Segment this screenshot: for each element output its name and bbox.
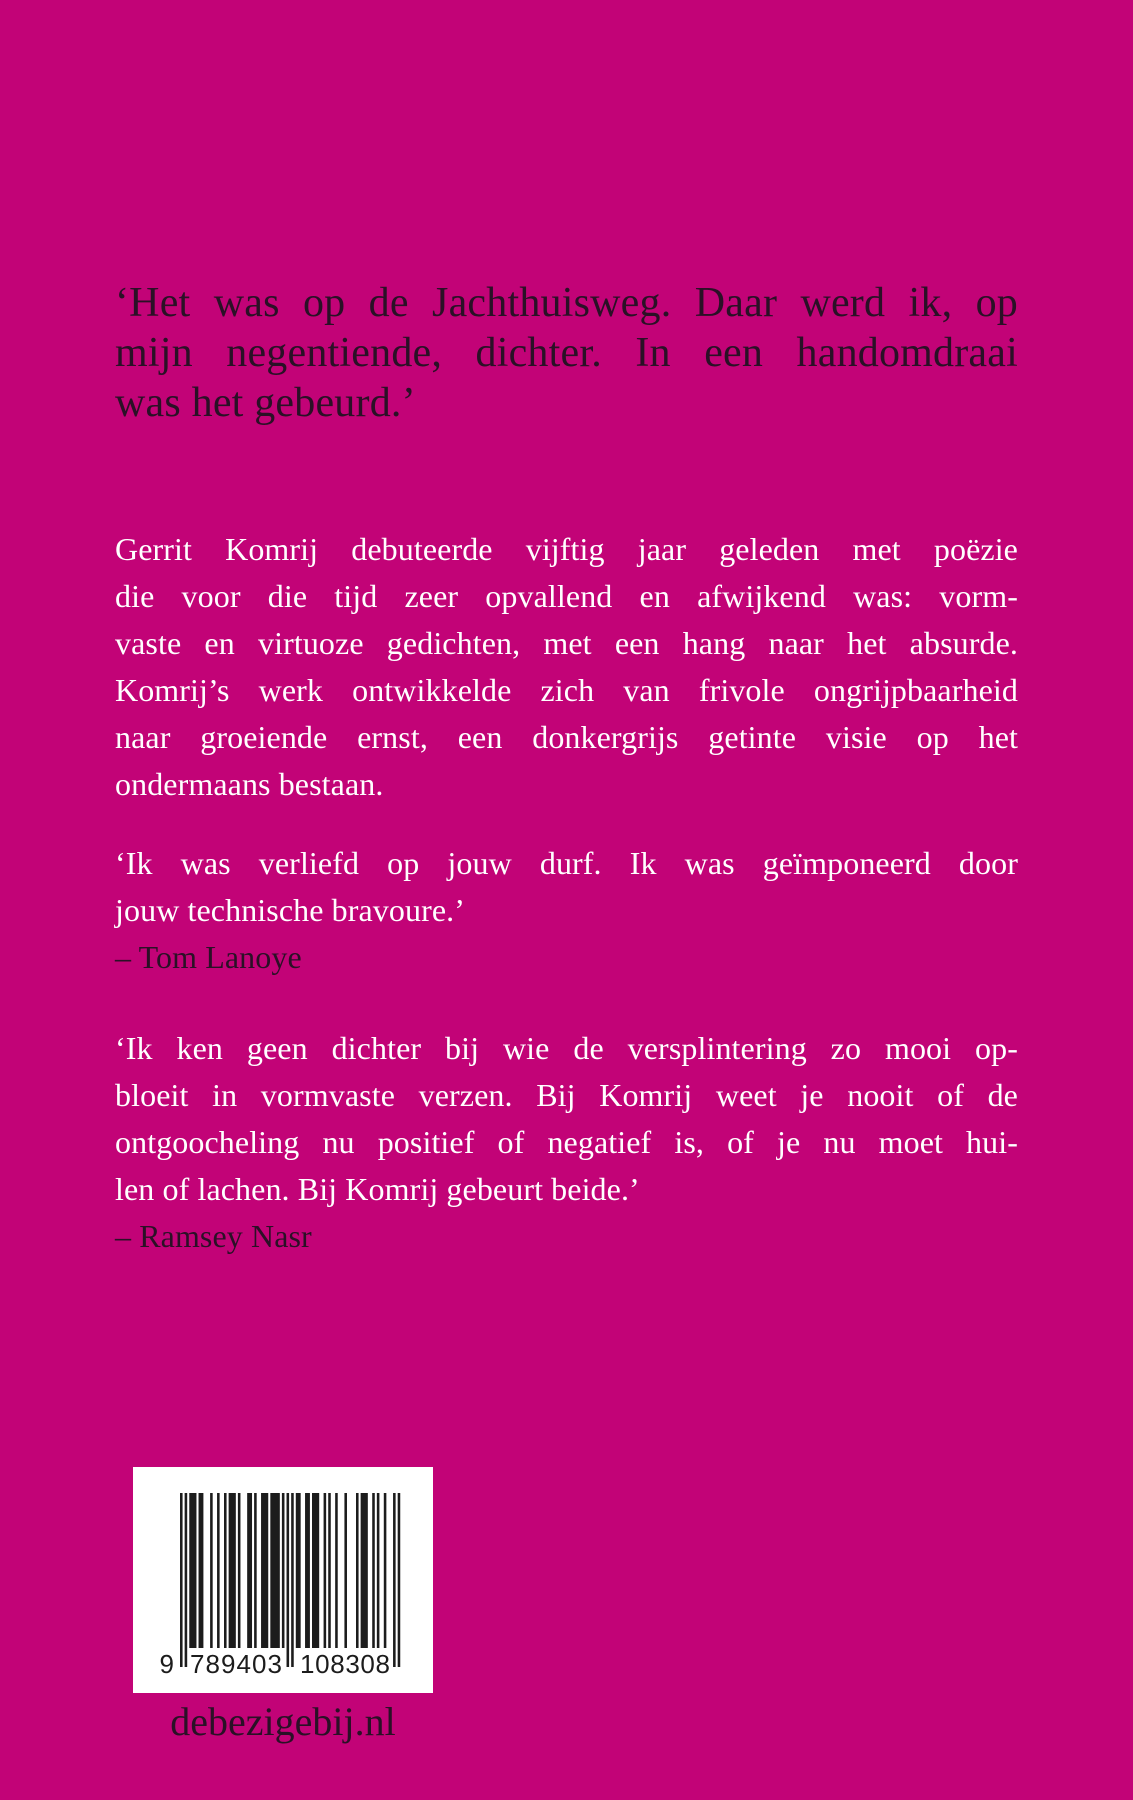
lanoye-quote (115, 840, 1018, 934)
text-line: Komrij’s werk ontwikkelde zich van frivole ongrijpbaarheid (115, 672, 1018, 708)
barcode-digits: 9 (159, 1649, 174, 1679)
lanoye-attribution (115, 934, 1018, 981)
publisher-website: debezigebij.nl (170, 1699, 396, 1744)
text-line: ontgoocheling nu positief of negatief is, of je nu moet hui- (115, 1124, 1018, 1160)
nasr-attribution (115, 1213, 1018, 1260)
barcode-svg (133, 1467, 433, 1693)
barcode-digits: 108308 (300, 1649, 390, 1679)
text-line: was het gebeurd.’ (115, 380, 416, 426)
text-line: – Tom Lanoye (115, 939, 302, 975)
text-line: ‘Ik was verliefd op jouw durf. Ik was geïmponeerd door (115, 845, 1018, 881)
text-line: len of lachen. Bij Komrij gebeurt beide.’ (115, 1171, 640, 1207)
text-line: naar groeiende ernst, een donkergrijs getinte visie op het (115, 719, 1018, 755)
headline-quote (115, 278, 1018, 428)
nasr-quote (115, 1025, 1018, 1213)
text-column (115, 0, 1018, 1260)
text-line: ‘Het was op de Jachthuisweg. Daar werd ik, op (115, 280, 1018, 326)
text-line: mijn negentiende, dichter. In een handomdraai (115, 330, 1018, 376)
text-line: vaste en virtuoze gedichten, met een hang naar het absurde. (115, 625, 1018, 661)
text-line: ‘Ik ken geen dichter bij wie de versplintering zo mooi op- (115, 1030, 1018, 1066)
text-line: bloeit in vormvaste verzen. Bij Komrij weet je nooit of de (115, 1077, 1018, 1113)
text-line: die voor die tijd zeer opvallend en afwijkend was: vorm- (115, 578, 1018, 614)
text-line: jouw technische bravoure.’ (115, 892, 466, 928)
barcode (133, 1467, 433, 1693)
text-line: ondermaans bestaan. (115, 766, 384, 802)
barcode-digits: 789403 (190, 1649, 282, 1679)
body-paragraph (115, 526, 1018, 808)
text-line: Gerrit Komrij debuteerde vijftig jaar geleden met poëzie (115, 531, 1018, 567)
text-line: – Ramsey Nasr (115, 1218, 312, 1254)
